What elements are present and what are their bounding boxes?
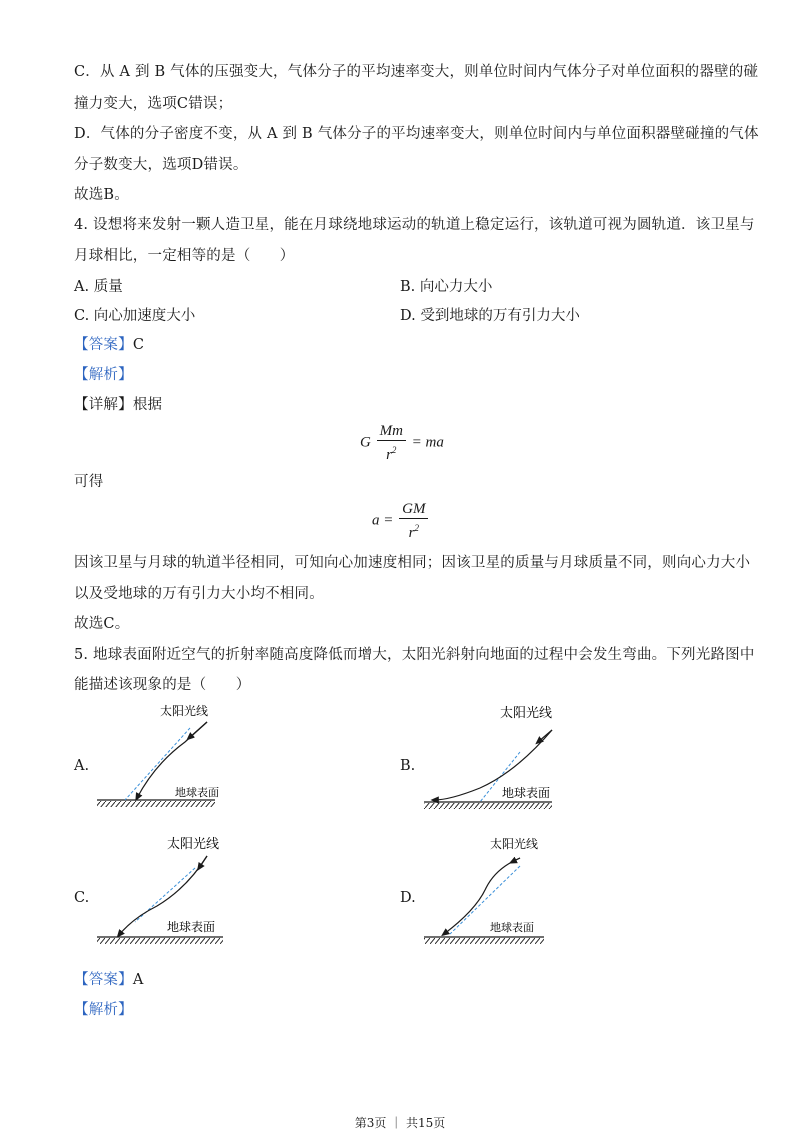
eq2-denominator: $r^2$	[408, 523, 419, 541]
q5-analysis-tag: 【解析】	[74, 1002, 133, 1018]
answer-tag: 【答案】	[74, 972, 133, 988]
q4-option-b: B. 向心力大小	[400, 279, 493, 295]
q5-option-b: B.	[400, 758, 416, 774]
equation-gravity	[360, 422, 444, 464]
option-c-line-1: C．从 A 到 B 气体的压强变大，气体分子的平均速率变大，则单位时间内气体分子对单位面积的器壁的碰	[74, 64, 759, 80]
option-c-line-2: 撞力变大，选项C错误；	[74, 96, 233, 112]
q4-get: 可得	[74, 474, 104, 490]
sun-label: 太阳光线	[490, 837, 539, 851]
eq-g: G	[360, 434, 371, 451]
answer-value: A	[132, 972, 144, 988]
sun-label: 太阳光线	[167, 837, 220, 852]
option-d-line-2: 分子数变大，选项D错误。	[74, 157, 248, 173]
eq-numerator: Mm	[377, 422, 406, 441]
q4-explanation-1: 因该卫星与月球的轨道半径相同，可知向心加速度相同；因该卫星的质量与月球质量不同，则向心力大小	[74, 555, 751, 571]
eq2-numerator: GM	[399, 500, 428, 519]
detail-tag: 【详解】	[74, 397, 133, 413]
ground-label: 地球表面	[502, 786, 551, 800]
page-footer: 第3页 ｜ 共15页	[354, 1116, 446, 1130]
eq-fraction	[377, 422, 406, 464]
q5-option-d: D.	[400, 890, 416, 906]
q5-answer-row	[74, 970, 143, 990]
answer-value: C	[132, 337, 145, 353]
q4-option-d: D. 受到地球的万有引力大小	[400, 308, 580, 324]
question-5-line-2: 能描述该现象的是（ ）	[74, 677, 251, 693]
detail-text: 根据	[132, 397, 163, 413]
eq-rhs: = ma	[411, 434, 444, 451]
ground-label: 地球表面	[167, 920, 216, 934]
ground-label: 地球表面	[175, 786, 219, 799]
eq-denominator: $r^2$	[386, 445, 397, 463]
sun-label: 太阳光线	[500, 706, 553, 721]
diagram-c	[95, 830, 245, 945]
q4-analysis-tag: 【解析】	[74, 367, 133, 383]
answer-tag: 【答案】	[74, 337, 133, 353]
q5-option-a: A.	[74, 758, 90, 774]
sun-label: 太阳光线	[160, 704, 209, 718]
q4-answer-row	[74, 335, 144, 355]
q4-option-a: A. 质量	[74, 279, 123, 295]
equation-acceleration	[372, 500, 430, 542]
eq2-fraction	[399, 500, 428, 542]
ground-label: 地球表面	[490, 921, 534, 934]
diagram-a	[95, 700, 245, 812]
q4-choose: 故选C。	[74, 616, 130, 632]
choose-b: 故选B。	[74, 187, 129, 203]
q5-option-c: C.	[74, 890, 90, 906]
option-d-line-1: D．气体的分子密度不变，从 A 到 B 气体分子的平均速率变大，则单位时间内与单位面积器壁碰撞的气体	[74, 126, 759, 142]
question-4-line-1: 4. 设想将来发射一颗人造卫星，能在月球绕地球运动的轨道上稳定运行，该轨道可视为圆轨道．该卫星与	[74, 217, 755, 233]
q4-detail-row	[74, 395, 162, 415]
eq2-lhs: a =	[372, 512, 394, 529]
q4-explanation-2: 以及受地球的万有引力大小均不相同。	[74, 586, 324, 602]
q4-option-c: C. 向心加速度大小	[74, 308, 196, 324]
question-5-line-1: 5. 地球表面附近空气的折射率随高度降低而增大，太阳光斜射向地面的过程中会发生弯曲。下列光路图中	[74, 647, 755, 663]
diagram-b	[420, 700, 570, 812]
question-4-line-2: 月球相比，一定相等的是（ ）	[74, 248, 295, 264]
diagram-d	[420, 830, 570, 945]
